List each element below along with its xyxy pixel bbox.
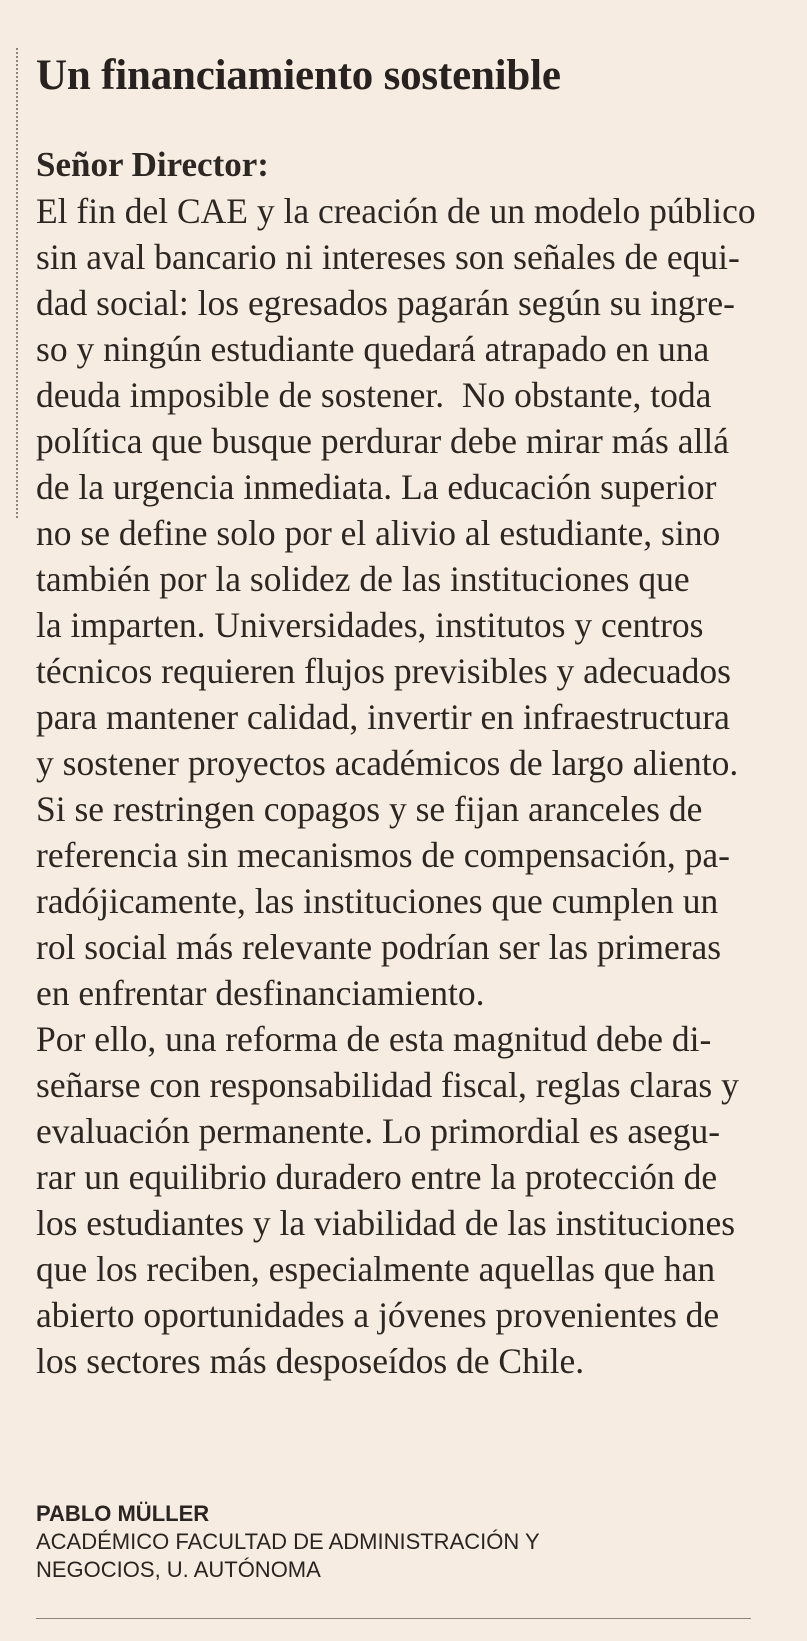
dotted-divider bbox=[16, 48, 18, 518]
body-line: técnicos requieren flujos previsibles y adecuados bbox=[36, 651, 731, 691]
body-line: deuda imposible de sostener. No obstante, toda bbox=[36, 375, 712, 415]
signature-block bbox=[36, 1500, 540, 1584]
body-line: abierto oportunidades a jóvenes provenientes de bbox=[36, 1295, 720, 1335]
author-role-line2: NEGOCIOS, U. AUTÓNOMA bbox=[36, 1557, 321, 1582]
body-line: también por la solidez de las instituciones que bbox=[36, 559, 690, 599]
letter-to-editor bbox=[36, 48, 796, 1384]
body-line: señarse con responsabilidad fiscal, reglas claras y bbox=[36, 1065, 739, 1105]
body-line: rar un equilibrio duradero entre la protección de bbox=[36, 1157, 718, 1197]
body-line: referencia sin mecanismos de compensación, pa- bbox=[36, 835, 730, 875]
body-line: de la urgencia inmediata. La educación superior bbox=[36, 467, 717, 507]
author-role-line1: ACADÉMICO FACULTAD DE ADMINISTRACIÓN Y bbox=[36, 1529, 540, 1554]
bottom-divider bbox=[36, 1618, 751, 1619]
body-line: en enfrentar desfinanciamiento. bbox=[36, 973, 485, 1013]
body-line: El fin del CAE y la creación de un modelo público bbox=[36, 191, 756, 231]
body-line: la imparten. Universidades, institutos y centros bbox=[36, 605, 704, 645]
body-line: los estudiantes y la viabilidad de las instituciones bbox=[36, 1203, 736, 1243]
author-name: PABLO MÜLLER bbox=[36, 1501, 210, 1526]
body-line: los sectores más desposeídos de Chile. bbox=[36, 1341, 585, 1381]
body-line: y sostener proyectos académicos de largo aliento. bbox=[36, 743, 739, 783]
body-line: no se define solo por el alivio al estudiante, sino bbox=[36, 513, 721, 553]
body-line: Si se restringen copagos y se fijan aranceles de bbox=[36, 789, 703, 829]
letter-body bbox=[36, 188, 796, 1384]
body-line: radójicamente, las instituciones que cumplen un bbox=[36, 881, 719, 921]
body-line: evaluación permanente. Lo primordial es asegu- bbox=[36, 1111, 721, 1151]
body-line: rol social más relevante podrían ser las primeras bbox=[36, 927, 722, 967]
body-line: para mantener calidad, invertir en infraestructura bbox=[36, 697, 730, 737]
body-line: sin aval bancario ni intereses son señales de equi- bbox=[36, 237, 740, 277]
body-line: so y ningún estudiante quedará atrapado en una bbox=[36, 329, 710, 369]
letter-headline: Un financiamiento sostenible bbox=[36, 52, 561, 99]
body-line: política que busque perdurar debe mirar más allá bbox=[36, 421, 729, 461]
body-line: dad social: los egresados pagarán según su ingre- bbox=[36, 283, 735, 323]
salutation: Señor Director: bbox=[36, 145, 269, 184]
body-line: que los reciben, especialmente aquellas que han bbox=[36, 1249, 716, 1289]
body-line: Por ello, una reforma de esta magnitud debe di- bbox=[36, 1019, 712, 1059]
